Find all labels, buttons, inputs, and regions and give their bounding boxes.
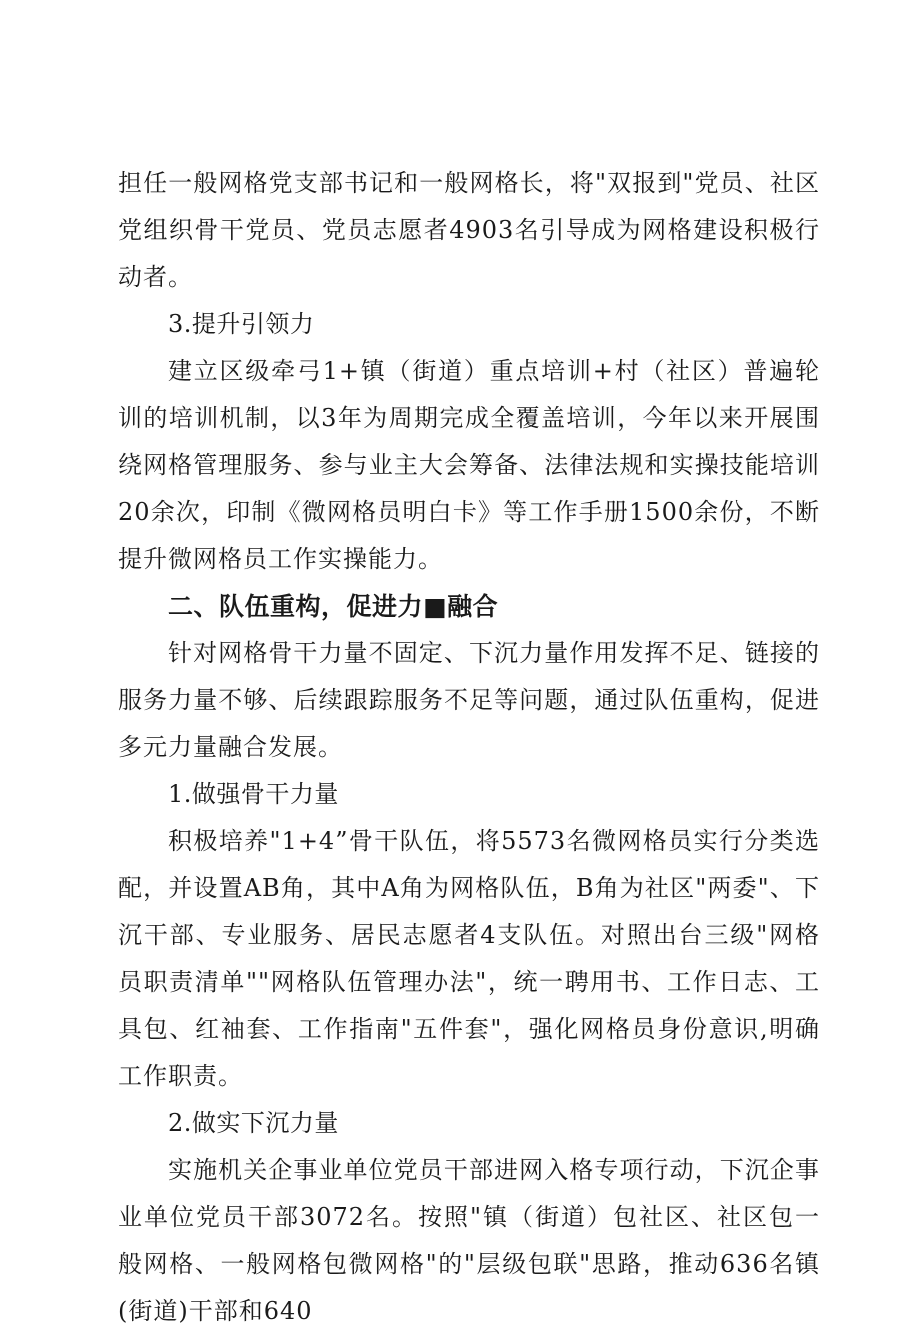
subheading-strengthen-backbone: 1.做强骨干力量 [168, 780, 339, 808]
subheading-enhance-leadership: 3.提升引领力 [168, 310, 315, 338]
paragraph-training-mechanism: 建立区级牵弓1+镇（街道）重点培训+村（社区）普遍轮训的培训机制，以3年为周期完成全覆盖培训，今年以来开展围绕网格管理服务、参与业主大会筹备、法律法规和实操技能培训20余次，印制《微网格员明白卡》等工作手册1500余份，不断提升微网格员工作实操能力。 [118, 357, 820, 573]
paragraph-problems: 针对网格骨干力量不固定、下沉力量作用发挥不足、链接的服务力量不够、后续跟踪服务不足等问题，通过队伍重构，促进多元力量融合发展。 [118, 639, 820, 761]
paragraph-backbone-team: 积极培养"1+4”骨干队伍，将5573名微网格员实行分类选配，并设置AB角，其中A角为网格队伍，B角为社区"两委"、下沉干部、专业服务、居民志愿者4支队伍。对照出台三级"网格员职责清单""网格队伍管理办法"，统一聘用书、工作日志、工具包、红袖套、工作指南"五件套"，强化网格员身份意识,明确工作职责。 [118, 827, 820, 1090]
document-body [118, 160, 820, 1335]
paragraph-sinking-force: 实施机关企事业单位党员干部进网入格专项行动，下沉企事业单位党员干部3072名。按照"镇（街道）包社区、社区包一般网格、一般网格包微网格"的"层级包联"思路，推动636名镇(街道)干部和640 [118, 1156, 820, 1325]
section-heading-team-restructure: 二、队伍重构，促进力■融合 [168, 592, 499, 621]
paragraph-continuation: 担任一般网格党支部书记和一般网格长，将"双报到"党员、社区党组织骨干党员、党员志愿者4903名引导成为网格建设积极行动者。 [118, 169, 820, 291]
subheading-sinking-force: 2.做实下沉力量 [168, 1109, 339, 1137]
